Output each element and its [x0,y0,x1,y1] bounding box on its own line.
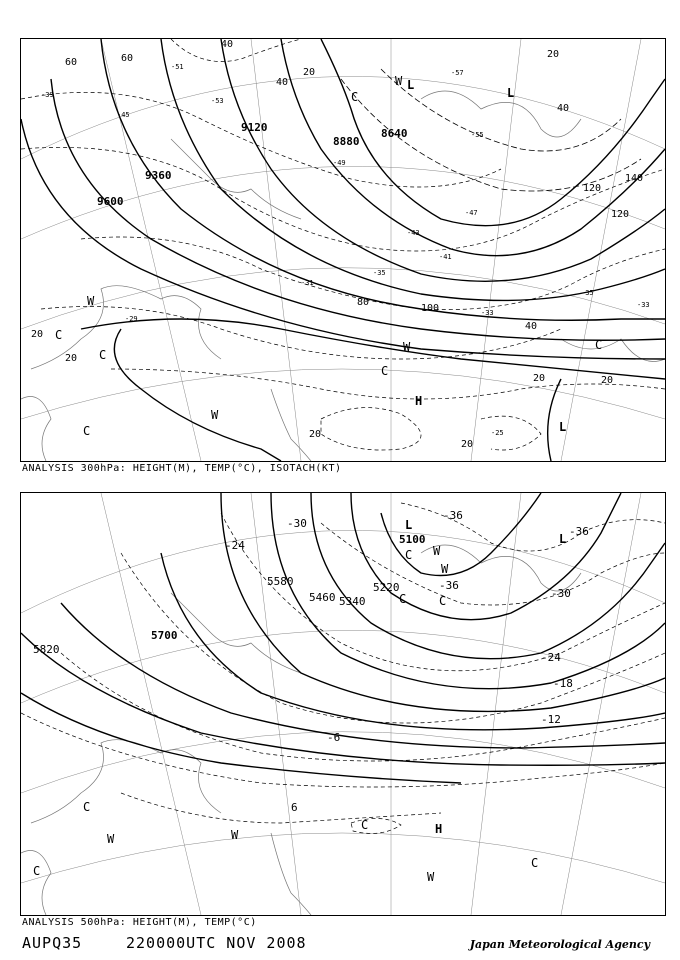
height-label: 5460 [309,591,336,604]
cold-marker: C [361,818,369,832]
isotach-label: 20 [309,429,322,440]
isotach-label: 20 [601,375,614,386]
warm-marker: W [107,832,115,846]
temp-label: -31 [301,279,314,287]
low-marker: L [407,78,415,92]
warm-marker: W [403,340,411,354]
isotach-label: 20 [547,49,560,60]
analysis-time: 220000UTC NOV 2008 [126,934,307,952]
warm-marker: W [433,544,441,558]
temp-label: -24 [541,651,561,664]
temp-label: -18 [553,677,573,690]
temp-label: -24 [225,539,245,552]
height-label: 5700 [151,629,178,642]
temp-label: -36 [439,579,459,592]
cold-marker: C [83,424,91,438]
temp-label: -36 [569,525,589,538]
temp-label: -25 [491,429,504,437]
height-label: 9600 [97,195,124,208]
isotach-label: 20 [31,329,44,340]
pressure-marker-group [55,74,602,438]
high-marker: H [415,394,423,408]
cold-marker: C [439,594,447,608]
temp-label: -47 [465,209,478,217]
isotach-label: 20 [461,439,474,450]
low-marker: L [405,518,413,532]
height-label: 5820 [33,643,60,656]
cold-marker: C [595,338,603,352]
temp-label: -45 [117,111,130,119]
map-500hpa-drawing [21,493,665,915]
isotach-label: 40 [276,77,289,88]
cold-marker: C [405,548,413,562]
isotach-label: 120 [611,209,630,220]
cold-marker: C [55,328,63,342]
warm-marker: W [427,870,435,884]
map-300hpa-drawing [21,39,665,461]
cold-marker: C [83,800,91,814]
low-marker: L [559,420,567,434]
height-label: 5580 [267,575,294,588]
isotach-label: 20 [65,353,78,364]
cold-marker: C [381,364,389,378]
warm-marker: W [211,408,219,422]
cold-marker: C [99,348,107,362]
chart-code: AUPQ35 [22,934,83,952]
low-marker: L [559,532,567,546]
isotach-label: 20 [303,67,316,78]
temp-label: -12 [541,713,561,726]
isotach-label: 100 [421,303,440,314]
cold-marker: C [33,864,41,878]
temp-label: -6 [327,731,341,744]
isotach-label: 140 [625,173,644,184]
height-label: 8640 [381,127,408,140]
temp-label: -35 [581,289,594,297]
low-marker: L [507,86,515,100]
pressure-marker-group [33,518,566,884]
isotach-label: 40 [221,39,234,50]
temp-label: -41 [439,253,452,261]
isotach-label: 60 [121,53,134,64]
temp-label: -29 [125,315,138,323]
temp-label: -36 [443,509,463,522]
temp-label: -49 [333,159,346,167]
temp-label: -30 [551,587,571,600]
temp-label: -30 [287,517,307,530]
height-label: 9360 [145,169,172,182]
temp-label: -33 [481,309,494,317]
height-label: 5340 [339,595,366,608]
temp-label: -33 [637,301,650,309]
temp-label: -43 [407,229,420,237]
isotach-label: 20 [533,373,546,384]
isotach-label: 80 [357,297,370,308]
height-label: 8880 [333,135,360,148]
isotach-label: 40 [525,321,538,332]
map-500hpa [20,492,666,916]
map-300hpa [20,38,666,462]
isotherms [21,503,665,833]
isotach-label: 120 [583,183,602,194]
temp-label: -55 [471,131,484,139]
warm-marker: W [231,828,239,842]
temp-label: -53 [211,97,224,105]
cold-marker: C [531,856,539,870]
temp-label: -35 [373,269,386,277]
isotherms [21,39,665,450]
height-label: 5220 [373,581,400,594]
high-marker: H [435,822,443,836]
temp-label: 6 [291,801,298,814]
agency-name: Japan Meteorological Agency [469,938,650,951]
warm-marker: W [395,74,403,88]
height-label: 5100 [399,533,426,546]
caption-500hpa: ANALYSIS 500hPa: HEIGHT(M), TEMP(°C) [22,917,257,928]
cold-marker: C [351,90,359,104]
temp-label: -51 [171,63,184,71]
warm-marker: W [441,562,449,576]
warm-marker: W [87,294,95,308]
temp-label: -57 [451,69,464,77]
isotach-label: 40 [557,103,570,114]
temp-label: -39 [41,91,54,99]
height-label: 9120 [241,121,268,134]
isotach-label: 60 [65,57,78,68]
caption-300hpa: ANALYSIS 300hPa: HEIGHT(M), TEMP(°C), ISOTACH(KT) [22,463,342,474]
cold-marker: C [399,592,407,606]
